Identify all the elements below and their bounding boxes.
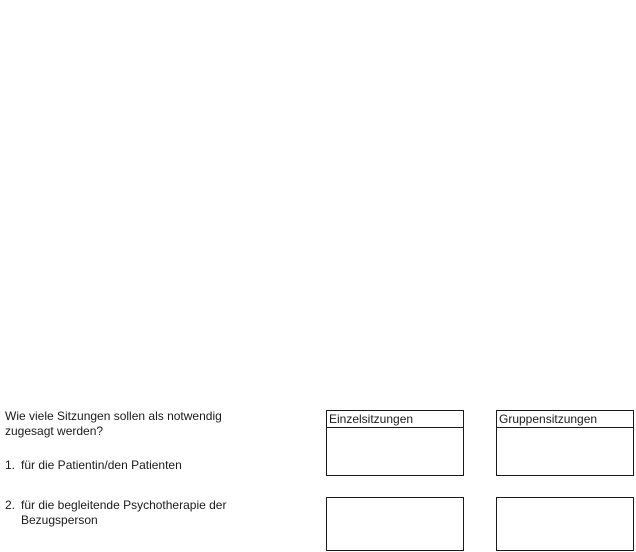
- reference-group-sessions-field[interactable]: [496, 497, 634, 551]
- question-text: Wie viele Sitzungen sollen als notwendig zugesagt werden?: [5, 409, 222, 438]
- column-header-individual-sessions: Einzelsitzungen: [326, 410, 464, 428]
- item-reference-person: [5, 498, 275, 528]
- patient-group-sessions-field[interactable]: [496, 427, 634, 476]
- column-header-group-sessions: Gruppensitzungen: [496, 410, 634, 428]
- patient-individual-sessions-field[interactable]: [326, 427, 464, 476]
- item-label: für die begleitende Psychotherapie der Bezugsperson: [21, 498, 227, 527]
- reference-individual-sessions-field[interactable]: [326, 497, 464, 551]
- item-number: 2.: [5, 498, 16, 512]
- item-label: für die Patientin/den Patienten: [21, 458, 182, 472]
- item-patient: [5, 458, 275, 473]
- item-number: 1.: [5, 458, 16, 472]
